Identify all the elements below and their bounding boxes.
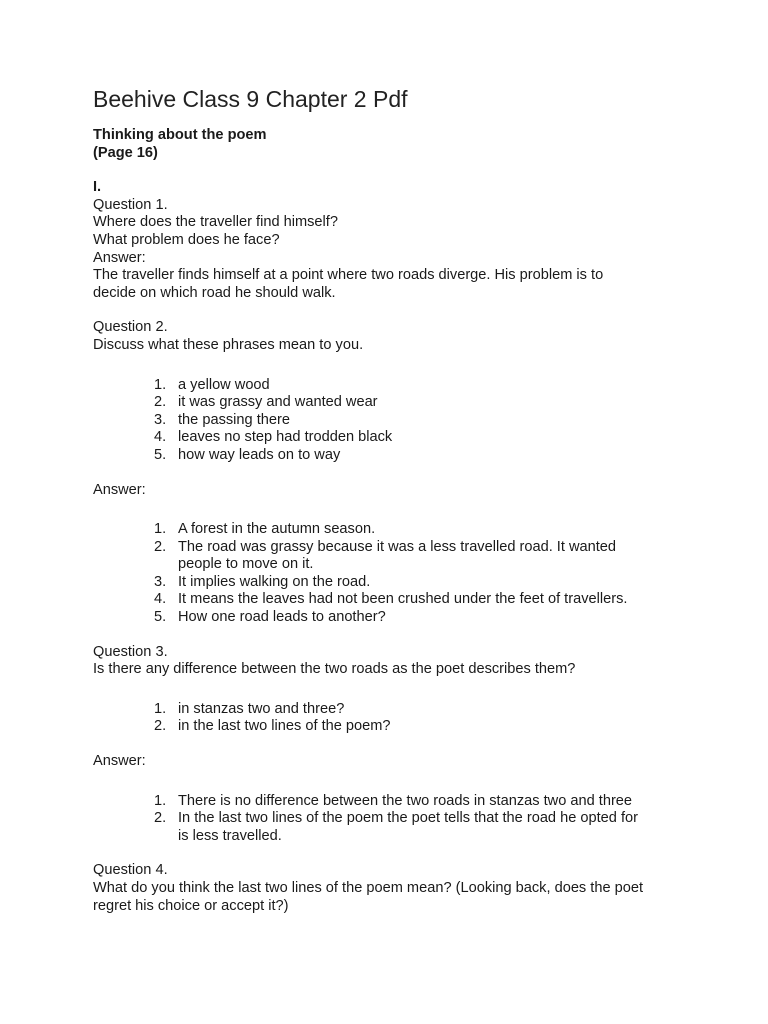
answer-1-line: decide on which road he should walk. bbox=[93, 284, 336, 301]
question-2-phrase-list bbox=[93, 377, 693, 465]
question-2-text: Discuss what these phrases mean to you. bbox=[93, 336, 364, 353]
question-4-line: What do you think the last two lines of the poem mean? (Looking back, does the poet bbox=[93, 880, 644, 896]
question-3-label: Question 3. bbox=[93, 643, 168, 660]
question-1-label: Question 1. bbox=[93, 196, 168, 213]
list-item: 1. There is no difference between the two roads in stanzas two and three bbox=[154, 792, 633, 809]
section-heading: Thinking about the poem bbox=[93, 127, 267, 143]
page-title: Beehive Class 9 Chapter 2 Pdf bbox=[93, 86, 408, 112]
list-item: 2. In the last two lines of the poem the poet tells that the road he opted for is less travelled. bbox=[154, 810, 638, 844]
question-4-line: regret his choice or accept it?) bbox=[93, 897, 289, 914]
section-number: I. bbox=[93, 179, 102, 196]
answer-1-line: The traveller finds himself at a point where two roads diverge. His problem is to bbox=[93, 267, 604, 284]
question-3-list bbox=[93, 701, 693, 736]
question-3-text: Is there any difference between the two roads as the poet describes them? bbox=[93, 661, 576, 678]
answer-2-list bbox=[93, 521, 693, 627]
list-item: 2. The road was grassy because it was a less travelled road. It wanted people to move on it. bbox=[154, 538, 617, 573]
page-reference: (Page 16) bbox=[93, 144, 158, 161]
list-item: 5. How one road leads to another? bbox=[154, 609, 386, 626]
list-item: 3. the passing there bbox=[154, 411, 290, 428]
list-item: 1. in stanzas two and three? bbox=[154, 700, 345, 717]
answer-1-label: Answer: bbox=[93, 249, 146, 266]
list-item: 4. leaves no step had trodden black bbox=[154, 429, 393, 446]
question-1-line: What problem does he face? bbox=[93, 231, 280, 248]
list-item: 2. it was grassy and wanted wear bbox=[154, 394, 378, 411]
answer-2-label: Answer: bbox=[93, 481, 146, 498]
list-item: 2. in the last two lines of the poem? bbox=[154, 718, 391, 735]
list-item: 3. It implies walking on the road. bbox=[154, 573, 371, 590]
list-item: 4. It means the leaves had not been crushed under the feet of travellers. bbox=[154, 591, 628, 608]
question-4-label: Question 4. bbox=[93, 862, 168, 879]
list-item: 1. a yellow wood bbox=[154, 376, 270, 393]
answer-3-label: Answer: bbox=[93, 753, 146, 770]
list-item: 1. A forest in the autumn season. bbox=[154, 521, 376, 538]
document-page bbox=[93, 84, 693, 915]
question-2-label: Question 2. bbox=[93, 319, 168, 336]
answer-3-list bbox=[93, 793, 693, 846]
list-item: 5. how way leads on to way bbox=[154, 446, 341, 463]
question-1-line: Where does the traveller find himself? bbox=[93, 214, 338, 231]
